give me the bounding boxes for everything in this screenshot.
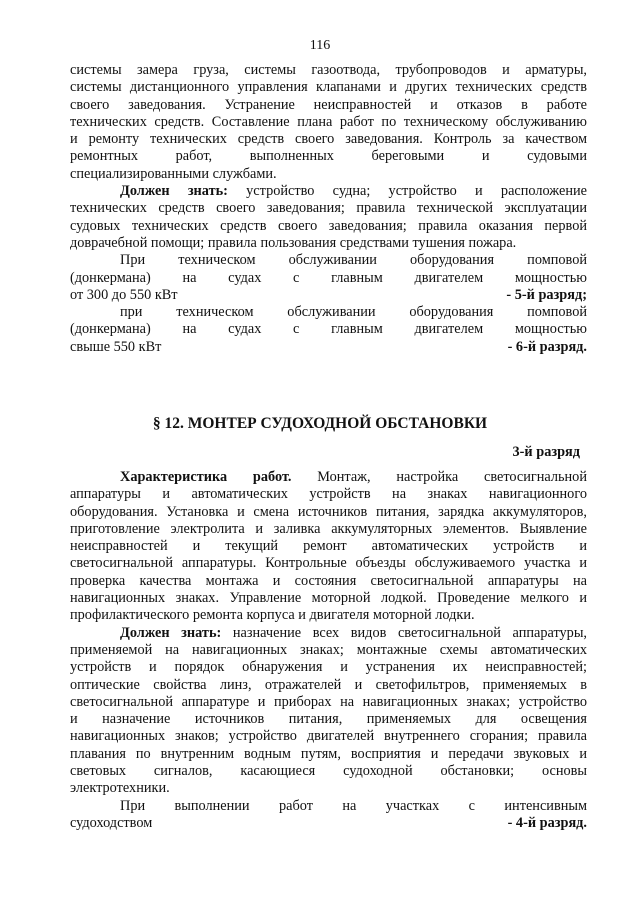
- text-line: системы замера груза, системы газоотвода, трубопроводов и арматуры,: [70, 62, 587, 78]
- previous-section-text: [70, 62, 587, 356]
- text-line: навигационных знаках. Управление моторной лодкой. Проведение мелкого и: [70, 590, 587, 607]
- paragraph-grade-condition-2: [70, 304, 587, 356]
- grade-heading: 3-й разряд: [512, 444, 580, 460]
- text-line: свыше 550 кВт - 6-й разряд.: [70, 338, 587, 355]
- paragraph-work-description: [70, 469, 587, 625]
- text-line: судовых технических средств своего заведования; правила оказания первой: [70, 217, 587, 234]
- text-line: неисправностей и текущий ремонт автоматических устройств и: [70, 538, 587, 555]
- paragraph-grade-condition: [70, 798, 587, 833]
- text-line: проверка качества монтажа и состояния светосигнальной аппаратуры на: [70, 572, 587, 589]
- text-line: своего заведования. Устранение неисправностей и отказов в работе: [70, 96, 587, 113]
- text-line: и ремонту технических средств своего заведования. Контроль за качеством: [70, 131, 587, 148]
- text-line: специализированными службами.: [70, 165, 277, 182]
- text-line: оптические свойства линз, отражателей и светофильтров, применяемых в: [70, 676, 587, 693]
- grade-label: - 5-й разряд;: [506, 286, 587, 303]
- grade-label: - 6-й разряд.: [507, 338, 587, 355]
- text-line: аппаратуры и автоматических устройств на знаках навигационного: [70, 486, 587, 503]
- paragraph-grade-condition-1: [70, 252, 587, 304]
- text-line: профилактического ремонта корпуса и двигателя моторной лодки.: [70, 607, 475, 624]
- text-line: светосигнальной аппаратуры. Контрольные объезды обслуживаемого участка и: [70, 555, 587, 572]
- text-line: При выполнении работ на участках с интенсивным: [120, 797, 587, 814]
- page-number: 116: [309, 38, 331, 53]
- text-line: и назначение источников питания, применяемых для освещения: [70, 711, 587, 728]
- text-line: навигационных знаков; устройство двигателей внутреннего сгорания; правила: [70, 728, 587, 745]
- text-line: (донкермана) на судах с главным двигателем мощностью: [70, 269, 587, 286]
- text-line: применяемой на навигационных знаках; монтажные схемы автоматических: [70, 641, 587, 658]
- text-line: световых сигналов, касающиеся судоходной обстановки; основы: [70, 763, 587, 780]
- text-line: При техническом обслуживании оборудования помповой: [120, 252, 587, 269]
- text-line: технических средств своего заведования; правила технической эксплуатации: [70, 200, 587, 217]
- text-line: при техническом обслуживании оборудования помповой: [120, 304, 587, 321]
- work-description-label: Характеристика работ.: [120, 469, 292, 485]
- text-line: ремонтных работ, выполненных береговыми и судовыми: [70, 148, 587, 165]
- must-know-label: Должен знать:: [120, 624, 222, 641]
- section-title: § 12. МОНТЕР СУДОХОДНОЙ ОБСТАНОВКИ: [152, 415, 488, 432]
- section-12-text: [70, 469, 587, 832]
- text-line: Должен знать: назначение всех видов светосигнальной аппаратуры,: [120, 624, 587, 641]
- text-line: (донкермана) на судах с главным двигателем мощностью: [70, 321, 587, 338]
- text-line: доврачебной помощи; правила пользования средствами тушения пожара.: [70, 234, 517, 251]
- must-know-label: Должен знать:: [120, 183, 228, 200]
- grade-label: - 4-й разряд.: [507, 814, 587, 831]
- text-line: приготовление электролита и заливка аккумуляторных элементов. Выявление: [70, 520, 587, 537]
- text-line: системы дистанционного управления клапанами и других технических средств: [70, 79, 587, 96]
- text-line: оборудования. Установка и смена источников питания, зарядка аккумуляторов,: [70, 503, 587, 520]
- text-line: светосигнальной аппаратуре и приборах на навигационных знаках; устройство: [70, 693, 587, 710]
- paragraph-duties: [70, 62, 587, 183]
- paragraph-must-know: [70, 183, 587, 252]
- text-line: Должен знать: устройство судна; устройство и расположение: [120, 183, 587, 200]
- text-line: плавания по внутренним водным путям, восприятия и передачи звуковых и: [70, 745, 587, 762]
- text-line: технических средств. Составление плана работ по техническому обслуживанию: [70, 113, 587, 130]
- text-line: Характеристика работ. Монтаж, настройка светосигнальной: [120, 469, 587, 485]
- text-line: устройств и порядок обнаружения и устранения их неисправностей;: [70, 659, 587, 676]
- text-line: судоходством - 4-й разряд.: [70, 814, 587, 831]
- text-line: от 300 до 550 кВт - 5-й разряд;: [70, 286, 587, 303]
- text-line: электротехники.: [70, 780, 170, 797]
- paragraph-must-know: [70, 625, 587, 798]
